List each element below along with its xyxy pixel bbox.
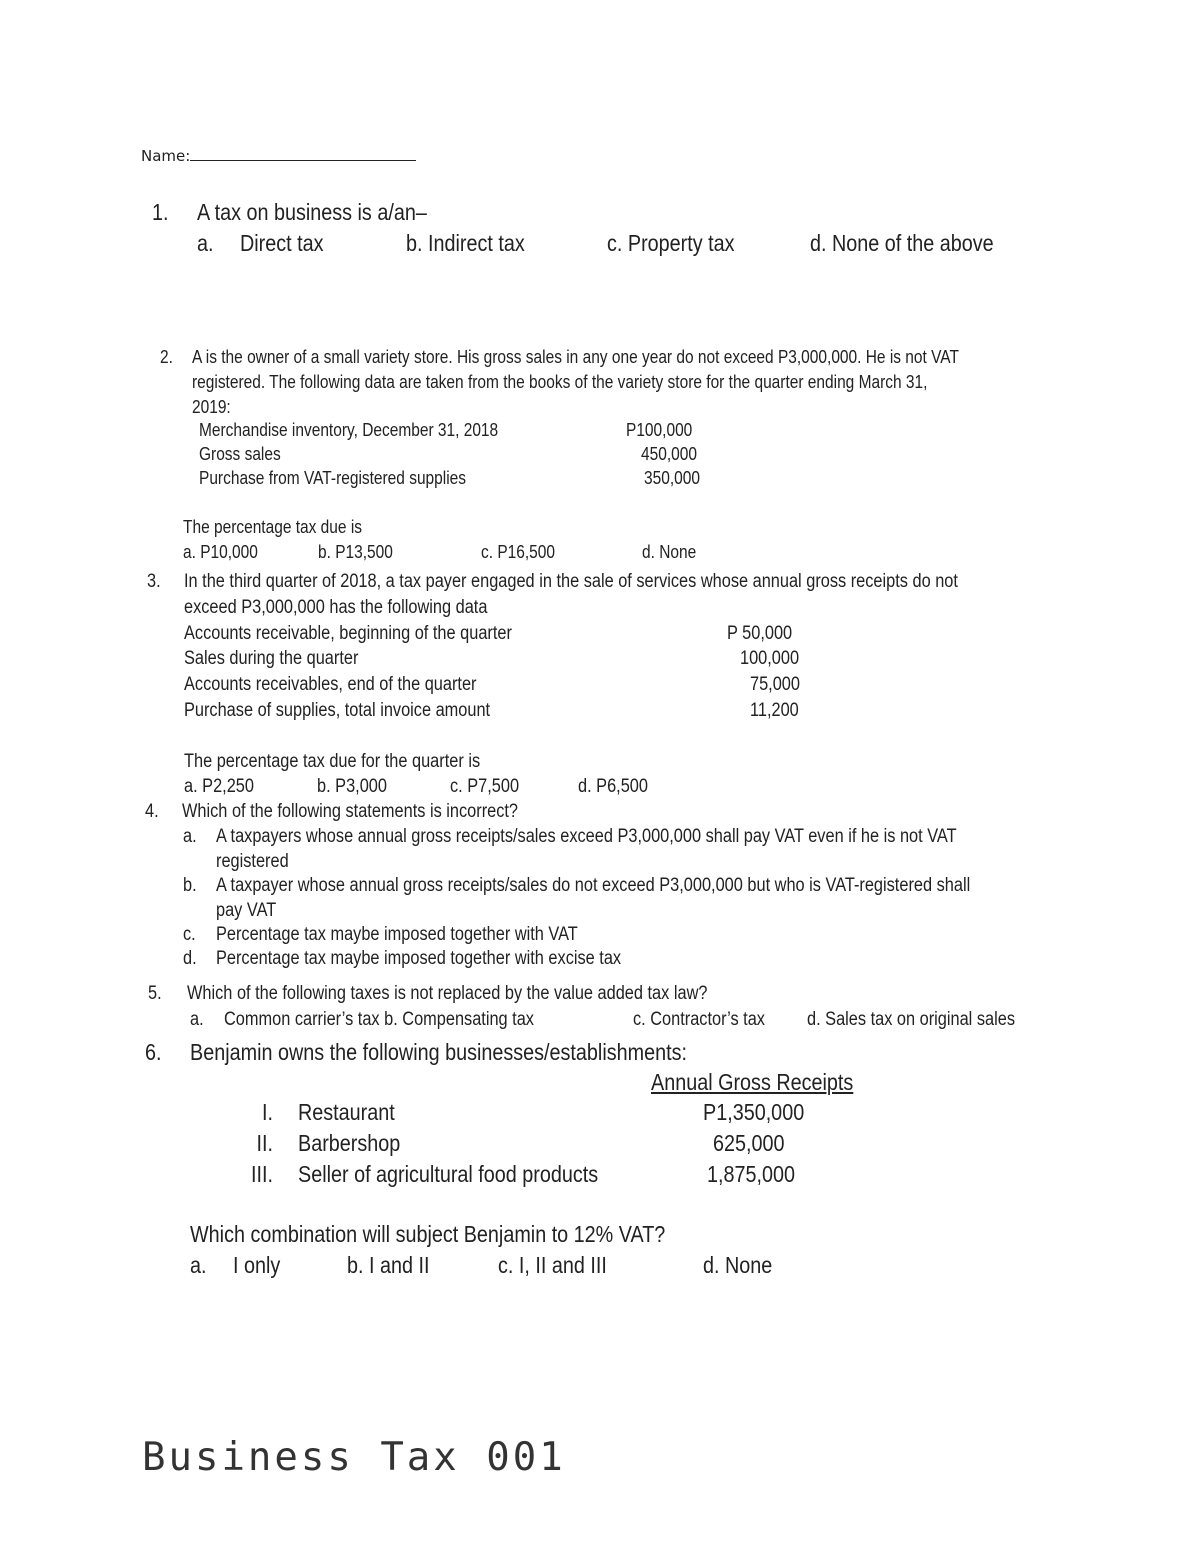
q4-option-b-line-2: pay VAT — [216, 900, 277, 921]
q6-stem: Benjamin owns the following businesses/establishments: — [190, 1039, 687, 1065]
q6-option-b: b. I and II — [347, 1252, 430, 1278]
q6-option-a: I only — [233, 1252, 281, 1278]
q2-stem-line-2: registered. The following data are taken from the books of the variety store for the quarter ending March 31, — [192, 372, 928, 392]
q5-option-a-letter: a. — [190, 1009, 204, 1030]
q4-option-d-letter: d. — [183, 948, 197, 969]
q6-item-value: P1,350,000 — [703, 1099, 805, 1125]
q1-stem: A tax on business is a/an– — [197, 199, 427, 225]
q2-stem-line-3: 2019: — [192, 397, 231, 417]
q6-item-roman: I. — [262, 1099, 273, 1125]
q2-data-value: 450,000 — [641, 444, 697, 464]
q6-question: Which combination will subject Benjamin to 12% VAT? — [190, 1221, 666, 1247]
q3-stem-line-2: exceed P3,000,000 has the following data — [184, 597, 488, 618]
q6-option-d: d. None — [703, 1252, 773, 1278]
name-field — [141, 146, 416, 165]
q4-number: 4. — [145, 801, 159, 822]
q2-option-d: d. None — [642, 542, 697, 562]
q3-option-a: a. P2,250 — [184, 776, 254, 797]
q2-question: The percentage tax due is — [183, 517, 363, 537]
q5-option-a-b: Common carrier’s tax b. Compensating tax — [224, 1009, 534, 1030]
q6-item-value: 1,875,000 — [707, 1161, 796, 1187]
q1-option-c: c. Property tax — [607, 230, 735, 256]
q2-option-c: c. P16,500 — [481, 542, 556, 562]
q3-question: The percentage tax due for the quarter is — [184, 751, 481, 772]
q6-item-label: Barbershop — [298, 1130, 401, 1156]
q4-option-b-line-1: A taxpayer whose annual gross receipts/sales do not exceed P3,000,000 but who is VAT-registered shall — [216, 875, 971, 896]
q2-option-b: b. P13,500 — [318, 542, 393, 562]
q5-stem: Which of the following taxes is not replaced by the value added tax law? — [187, 983, 708, 1004]
q2-data-value: 350,000 — [644, 468, 700, 488]
q4-stem: Which of the following statements is incorrect? — [182, 801, 519, 822]
q6-option-a-letter: a. — [190, 1252, 207, 1278]
q2-stem-line-1: A is the owner of a small variety store. His gross sales in any one year do not exceed P3,000,000. He is not VAT — [192, 347, 959, 367]
q1-option-b: b. Indirect tax — [406, 230, 525, 256]
q6-number: 6. — [145, 1039, 162, 1065]
name-label: Name: — [141, 147, 191, 165]
q4-option-c: Percentage tax maybe imposed together with VAT — [216, 924, 578, 945]
q2-data-value: P100,000 — [626, 420, 693, 440]
q6-item-roman: II. — [256, 1130, 273, 1156]
q2-data-label: Merchandise inventory, December 31, 2018 — [199, 420, 499, 440]
q2-data-label: Gross sales — [199, 444, 281, 464]
q6-item-label: Restaurant — [298, 1099, 395, 1125]
q2-option-a: a. P10,000 — [183, 542, 258, 562]
q6-item-value: 625,000 — [713, 1130, 785, 1156]
q1-option-a-letter: a. — [197, 230, 214, 256]
q3-option-b: b. P3,000 — [317, 776, 387, 797]
q4-option-c-letter: c. — [183, 924, 196, 945]
q2-number: 2. — [160, 347, 173, 367]
q4-option-b-letter: b. — [183, 875, 197, 896]
q4-option-a-line-1: A taxpayers whose annual gross receipts/sales exceed P3,000,000 shall pay VAT even if he is not VAT — [216, 826, 957, 847]
name-blank-line — [190, 146, 416, 161]
q1-option-a: Direct tax — [240, 230, 324, 256]
q3-data-value: P 50,000 — [727, 623, 793, 644]
q6-item-label: Seller of agricultural food products — [298, 1161, 599, 1187]
q6-column-header: Annual Gross Receipts — [651, 1069, 854, 1095]
q3-data-value: 75,000 — [750, 674, 800, 695]
q3-data-value: 11,200 — [750, 700, 799, 721]
q5-number: 5. — [148, 983, 162, 1004]
q3-data-label: Sales during the quarter — [184, 648, 359, 669]
footer-title: Business Tax 001 — [142, 1435, 566, 1480]
q4-option-a-letter: a. — [183, 826, 197, 847]
q3-option-d: d. P6,500 — [578, 776, 648, 797]
q6-item-roman: III. — [251, 1161, 273, 1187]
q6-option-c: c. I, II and III — [498, 1252, 607, 1278]
q2-data-label: Purchase from VAT-registered supplies — [199, 468, 467, 488]
q3-option-c: c. P7,500 — [450, 776, 520, 797]
q3-data-value: 100,000 — [740, 648, 800, 669]
q4-option-a-line-2: registered — [216, 851, 289, 872]
q5-option-d: d. Sales tax on original sales — [807, 1009, 1016, 1030]
q5-option-c: c. Contractor’s tax — [633, 1009, 765, 1030]
q3-number: 3. — [147, 571, 161, 592]
q1-number: 1. — [152, 199, 169, 225]
q3-data-label: Accounts receivables, end of the quarter — [184, 674, 477, 695]
q3-stem-line-1: In the third quarter of 2018, a tax payer engaged in the sale of services whose annual gross receipts do not — [184, 571, 958, 592]
q1-option-d: d. None of the above — [810, 230, 994, 256]
q3-data-label: Purchase of supplies, total invoice amount — [184, 700, 491, 721]
q4-option-d: Percentage tax maybe imposed together with excise tax — [216, 948, 622, 969]
q3-data-label: Accounts receivable, beginning of the quarter — [184, 623, 512, 644]
